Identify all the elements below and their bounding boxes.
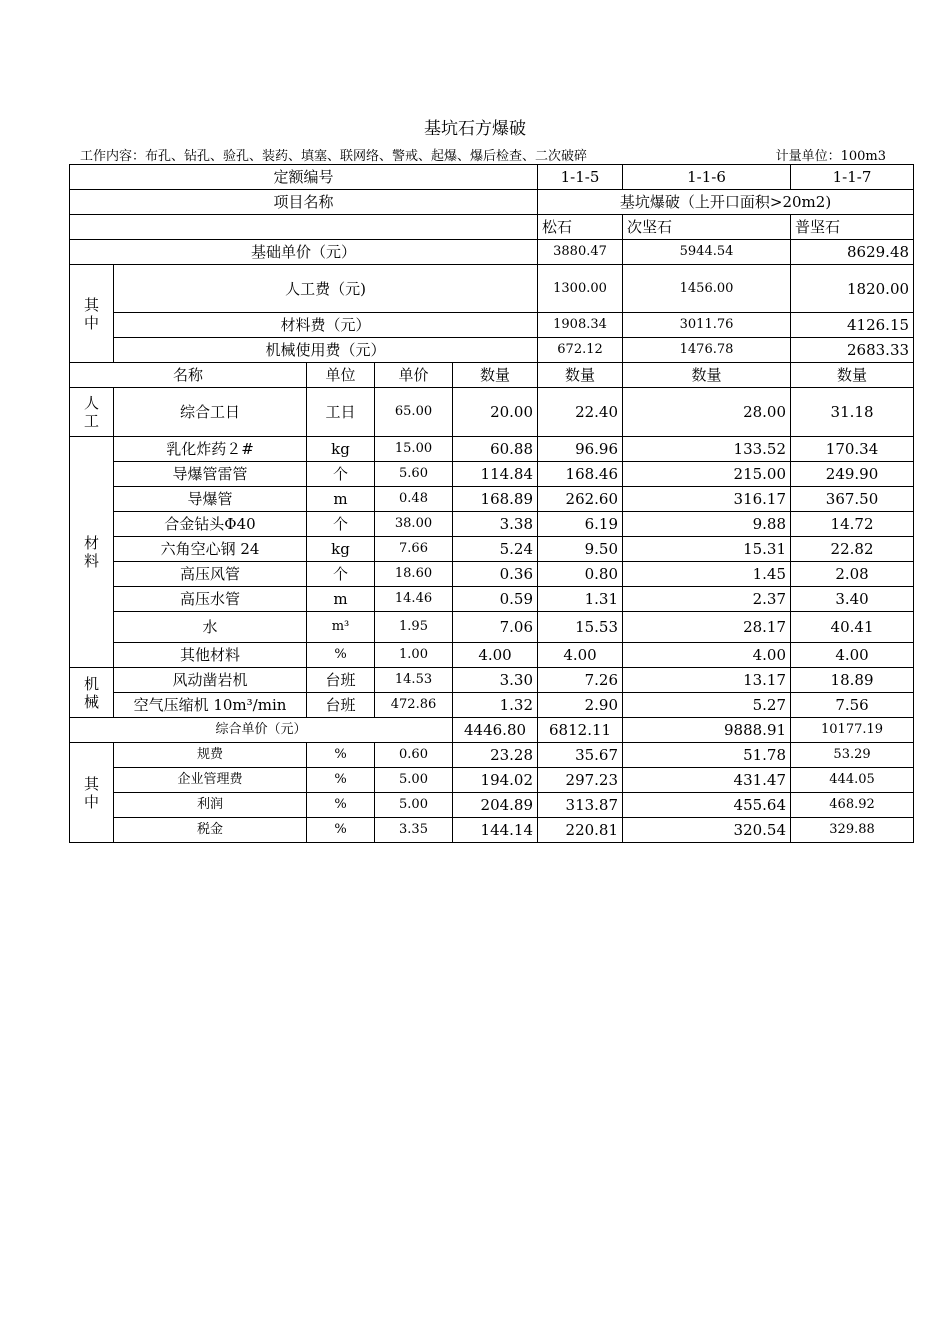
fee-rate: 5.00 — [375, 793, 453, 818]
fee-rate: 3.35 — [375, 818, 453, 843]
page-title: 基坑石方爆破 — [424, 119, 526, 139]
fee-row — [70, 818, 914, 843]
resource-qty: 2.08 — [791, 562, 914, 587]
resource-qty: 7.26 — [538, 668, 623, 693]
resource-qty: 114.84 — [453, 462, 538, 487]
fee-name: 企业管理费 — [114, 768, 307, 793]
resource-qty: 168.46 — [538, 462, 623, 487]
fee-value: 23.28 — [453, 743, 538, 768]
fee-value: 53.29 — [791, 743, 914, 768]
item-name-label: 项目名称 — [70, 190, 538, 215]
resource-qty: 4.00 — [453, 643, 538, 668]
quota-code: 1-1-5 — [538, 165, 623, 190]
resource-name: 水 — [114, 612, 307, 643]
resource-row — [70, 612, 914, 643]
resource-row — [70, 437, 914, 462]
quota-table — [69, 164, 914, 843]
total-price-value: 6812.11 — [538, 718, 623, 743]
total-price-value: 9888.91 — [623, 718, 791, 743]
material-cost-value: 1908.34 — [538, 313, 623, 338]
column-price-header: 单价 — [375, 363, 453, 388]
resource-row — [70, 388, 914, 437]
resource-qty: 0.59 — [453, 587, 538, 612]
resource-row — [70, 693, 914, 718]
fee-unit: % — [307, 743, 375, 768]
fee-value: 431.47 — [623, 768, 791, 793]
fee-rate: 5.00 — [375, 768, 453, 793]
resource-price: 65.00 — [375, 388, 453, 437]
resource-price: 472.86 — [375, 693, 453, 718]
resource-qty: 6.19 — [538, 512, 623, 537]
resource-unit: kg — [307, 437, 375, 462]
fee-group-label: 其 中 — [70, 743, 114, 843]
resource-qty: 262.60 — [538, 487, 623, 512]
quota-code-row — [70, 165, 914, 190]
fee-value: 320.54 — [623, 818, 791, 843]
quota-no-label: 定额编号 — [70, 165, 538, 190]
resource-qty: 28.00 — [623, 388, 791, 437]
resource-unit: 个 — [307, 462, 375, 487]
item-name-row — [70, 190, 914, 215]
resource-qty: 9.88 — [623, 512, 791, 537]
column-qty-header: 数量 — [791, 363, 914, 388]
resource-qty: 31.18 — [791, 388, 914, 437]
fee-unit: % — [307, 768, 375, 793]
fee-value: 313.87 — [538, 793, 623, 818]
breakdown-group-label: 其 中 — [70, 265, 114, 363]
resource-qty: 15.31 — [623, 537, 791, 562]
material-cost-value: 4126.15 — [791, 313, 914, 338]
fee-row — [70, 768, 914, 793]
resource-qty: 3.40 — [791, 587, 914, 612]
item-name: 基坑爆破（上开口面积>20m2) — [538, 190, 914, 215]
resource-unit: % — [307, 643, 375, 668]
fee-value: 220.81 — [538, 818, 623, 843]
resource-name: 合金钻头Φ40 — [114, 512, 307, 537]
column-header-row — [70, 363, 914, 388]
resource-qty: 168.89 — [453, 487, 538, 512]
resource-qty: 367.50 — [791, 487, 914, 512]
resource-qty: 7.56 — [791, 693, 914, 718]
breakdown-row — [70, 338, 914, 363]
fee-row — [70, 793, 914, 818]
work-content-line — [80, 145, 886, 164]
resource-qty: 249.90 — [791, 462, 914, 487]
resource-row — [70, 562, 914, 587]
resource-price: 14.46 — [375, 587, 453, 612]
resource-qty: 60.88 — [453, 437, 538, 462]
resource-row — [70, 537, 914, 562]
fee-value: 297.23 — [538, 768, 623, 793]
resource-qty: 2.90 — [538, 693, 623, 718]
labor-cost-value: 1300.00 — [538, 265, 623, 313]
resource-name: 乳化炸药２# — [114, 437, 307, 462]
empty-cell — [70, 215, 538, 240]
resource-qty: 5.27 — [623, 693, 791, 718]
resource-name: 高压风管 — [114, 562, 307, 587]
column-qty-header: 数量 — [538, 363, 623, 388]
rock-type-row — [70, 215, 914, 240]
machine-cost-value: 2683.33 — [791, 338, 914, 363]
resource-row — [70, 512, 914, 537]
resource-qty: 7.06 — [453, 612, 538, 643]
resource-name: 高压水管 — [114, 587, 307, 612]
fee-value: 455.64 — [623, 793, 791, 818]
resource-unit: 个 — [307, 562, 375, 587]
resource-qty: 4.00 — [538, 643, 623, 668]
resource-name: 导爆管 — [114, 487, 307, 512]
resource-unit: m³ — [307, 612, 375, 643]
resource-qty: 4.00 — [791, 643, 914, 668]
base-price-value: 8629.48 — [791, 240, 914, 265]
resource-qty: 20.00 — [453, 388, 538, 437]
resource-qty: 40.41 — [791, 612, 914, 643]
resource-qty: 3.38 — [453, 512, 538, 537]
fee-unit: % — [307, 793, 375, 818]
material-group-label: 材 料 — [70, 437, 114, 668]
resource-qty: 14.72 — [791, 512, 914, 537]
base-price-label: 基础单价（元） — [70, 240, 538, 265]
column-name-header: 名称 — [70, 363, 307, 388]
resource-qty: 28.17 — [623, 612, 791, 643]
resource-name: 导爆管雷管 — [114, 462, 307, 487]
labor-group-label: 人 工 — [70, 388, 114, 437]
resource-qty: 22.40 — [538, 388, 623, 437]
resource-qty: 316.17 — [623, 487, 791, 512]
resource-qty: 215.00 — [623, 462, 791, 487]
breakdown-row — [70, 265, 914, 313]
total-price-value: 10177.19 — [791, 718, 914, 743]
resource-qty: 3.30 — [453, 668, 538, 693]
resource-price: 5.60 — [375, 462, 453, 487]
resource-qty: 1.32 — [453, 693, 538, 718]
resource-row — [70, 668, 914, 693]
fee-value: 468.92 — [791, 793, 914, 818]
rock-type: 次坚石 — [623, 215, 791, 240]
resource-unit: 个 — [307, 512, 375, 537]
resource-price: 18.60 — [375, 562, 453, 587]
resource-name: 风动凿岩机 — [114, 668, 307, 693]
quota-code: 1-1-7 — [791, 165, 914, 190]
total-price-row — [70, 718, 914, 743]
resource-price: 38.00 — [375, 512, 453, 537]
quota-code: 1-1-6 — [623, 165, 791, 190]
labor-cost-value: 1456.00 — [623, 265, 791, 313]
resource-qty: 2.37 — [623, 587, 791, 612]
resource-row — [70, 487, 914, 512]
fee-value: 204.89 — [453, 793, 538, 818]
resource-price: 0.48 — [375, 487, 453, 512]
resource-price: 1.95 — [375, 612, 453, 643]
rock-type: 普坚石 — [791, 215, 914, 240]
rock-type: 松石 — [538, 215, 623, 240]
breakdown-row — [70, 313, 914, 338]
resource-qty: 170.34 — [791, 437, 914, 462]
base-price-value: 5944.54 — [623, 240, 791, 265]
base-price-value: 3880.47 — [538, 240, 623, 265]
column-qty-header: 数量 — [453, 363, 538, 388]
resource-unit: m — [307, 487, 375, 512]
machine-cost-value: 1476.78 — [623, 338, 791, 363]
labor-cost-value: 1820.00 — [791, 265, 914, 313]
column-qty-header: 数量 — [623, 363, 791, 388]
resource-qty: 1.45 — [623, 562, 791, 587]
total-price-label: 综合单价（元） — [70, 718, 453, 743]
measurement-unit: 计量单位：100m3 — [775, 149, 886, 164]
base-price-row — [70, 240, 914, 265]
labor-cost-label: 人工费（元) — [114, 265, 538, 313]
column-unit-header: 单位 — [307, 363, 375, 388]
work-content: 工作内容：布孔、钻孔、验孔、装药、填塞、联网络、警戒、起爆、爆后检查、二次破碎 — [80, 149, 588, 164]
fee-row — [70, 743, 914, 768]
resource-qty: 15.53 — [538, 612, 623, 643]
resource-unit: 台班 — [307, 668, 375, 693]
resource-price: 1.00 — [375, 643, 453, 668]
resource-qty: 22.82 — [791, 537, 914, 562]
resource-name: 六角空心钢 24 — [114, 537, 307, 562]
machine-cost-value: 672.12 — [538, 338, 623, 363]
resource-unit: 台班 — [307, 693, 375, 718]
quota-table-body — [70, 165, 914, 843]
resource-price: 14.53 — [375, 668, 453, 693]
fee-value: 51.78 — [623, 743, 791, 768]
fee-name: 规费 — [114, 743, 307, 768]
resource-price: 7.66 — [375, 537, 453, 562]
resource-qty: 9.50 — [538, 537, 623, 562]
resource-qty: 18.89 — [791, 668, 914, 693]
material-cost-label: 材料费（元） — [114, 313, 538, 338]
fee-rate: 0.60 — [375, 743, 453, 768]
fee-value: 444.05 — [791, 768, 914, 793]
fee-value: 329.88 — [791, 818, 914, 843]
fee-value: 144.14 — [453, 818, 538, 843]
resource-row — [70, 587, 914, 612]
fee-name: 利润 — [114, 793, 307, 818]
resource-name: 综合工日 — [114, 388, 307, 437]
resource-unit: m — [307, 587, 375, 612]
resource-unit: kg — [307, 537, 375, 562]
resource-qty: 133.52 — [623, 437, 791, 462]
resource-name: 其他材料 — [114, 643, 307, 668]
resource-qty: 13.17 — [623, 668, 791, 693]
resource-qty: 0.80 — [538, 562, 623, 587]
resource-unit: 工日 — [307, 388, 375, 437]
resource-qty: 5.24 — [453, 537, 538, 562]
machine-cost-label: 机械使用费（元） — [114, 338, 538, 363]
resource-qty: 0.36 — [453, 562, 538, 587]
total-price-value: 4446.80 — [453, 718, 538, 743]
fee-unit: % — [307, 818, 375, 843]
resource-row — [70, 643, 914, 668]
machinery-group-label: 机 械 — [70, 668, 114, 718]
fee-value: 194.02 — [453, 768, 538, 793]
fee-name: 税金 — [114, 818, 307, 843]
resource-row — [70, 462, 914, 487]
resource-qty: 1.31 — [538, 587, 623, 612]
material-cost-value: 3011.76 — [623, 313, 791, 338]
resource-price: 15.00 — [375, 437, 453, 462]
resource-name: 空气压缩机 10m³/min — [114, 693, 307, 718]
resource-qty: 4.00 — [623, 643, 791, 668]
fee-value: 35.67 — [538, 743, 623, 768]
resource-qty: 96.96 — [538, 437, 623, 462]
